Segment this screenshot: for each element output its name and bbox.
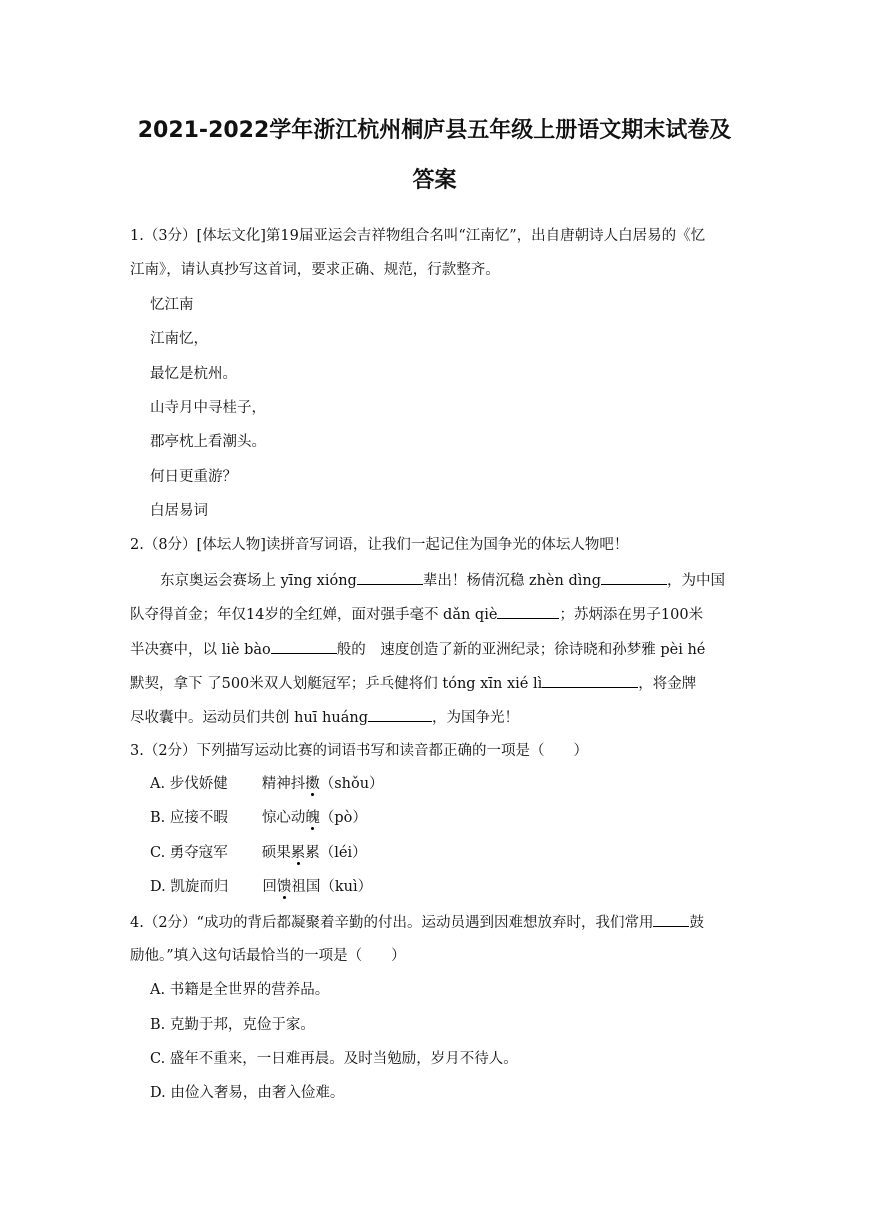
q1-poem-author: 白居易词	[150, 503, 208, 519]
q2-paragraph-line: 尽收囊中。运动员们共创 huī huáng ，为国争光！	[130, 707, 519, 728]
q4-option[interactable]: B. 克勤于邦，克俭于家。	[150, 1017, 315, 1033]
q2-paragraph-line: 默契，拿下 了500米双人划艇冠军；乒乓健将们 tóng xīn xié lì ，将金牌	[130, 673, 696, 694]
q3-option[interactable]: C. 勇夺寇军 硕果累累（léi）	[150, 845, 367, 861]
document-title	[100, 106, 769, 206]
q2-paragraph-line: 队夺得首金；年仅14岁的全红婵，面对强手毫不 dǎn qiè ；苏炳添在男子100米	[130, 604, 703, 625]
answer-blank[interactable]	[653, 912, 689, 927]
q1-poem-line: 最忆是杭州。	[150, 366, 237, 382]
q1-poem-line: 忆江南	[150, 297, 194, 313]
q2-stem: 2.（8分）[体坛人物]读拼音写词语，让我们一起记住为国争光的体坛人物吧！	[130, 537, 629, 553]
q3-option[interactable]: B. 应接不暇 惊心动魄（pò）	[150, 810, 367, 826]
q1-poem-line: 郡亭枕上看潮头。	[150, 434, 266, 450]
q4-stem-line-1: 4.（2分）“成功的背后都凝聚着辛勤的付出。运动员遇到因难想放弃时，我们常用 鼓	[130, 912, 704, 933]
q4-option[interactable]: A. 书籍是全世界的营养品。	[150, 982, 330, 998]
answer-blank[interactable]	[357, 570, 423, 585]
title-line-1: 2021-2022学年浙江杭州桐庐县五年级上册语文期末试卷及	[137, 118, 732, 143]
answer-blank[interactable]	[368, 707, 432, 722]
q3-option[interactable]: A. 步伐娇健 精神抖擞（shǒu）	[150, 776, 384, 792]
q1-stem-line-1: 1.（3分）[体坛文化]第19届亚运会吉祥物组合名叫“江南忆”，出自唐朝诗人白居易的《忆	[130, 228, 706, 244]
q4-option[interactable]: D. 由俭入奢易，由奢入俭难。	[150, 1085, 345, 1101]
q3-option[interactable]: D. 凯旋而归 回馈祖国（kuì）	[150, 879, 373, 895]
answer-blank[interactable]	[497, 604, 559, 619]
answer-blank[interactable]	[271, 639, 337, 654]
q2-paragraph-line: 半决赛中，以 liè bào 般的 速度创造了新的亚洲纪录；徐诗晓和孙梦雅 pèi hé	[130, 639, 705, 660]
q2-paragraph-line: 东京奥运会赛场上 yīng xióng 辈出！杨倩沉稳 zhèn dìng ，为中国	[160, 570, 725, 591]
q1-poem-line: 江南忆，	[150, 331, 208, 347]
q1-poem-line: 山寺月中寻桂子，	[150, 400, 266, 416]
q1-stem-line-2: 江南》，请认真抄写这首词，要求正确、规范，行款整齐。	[130, 262, 500, 278]
title-line-2: 答案	[412, 168, 457, 193]
q3-stem: 3.（2分）下列描写运动比赛的词语书写和读音都正确的一项是（ ）	[130, 743, 589, 759]
q1-poem-line: 何日更重游？	[150, 469, 237, 485]
answer-blank[interactable]	[601, 570, 667, 585]
q4-option[interactable]: C. 盛年不重来，一日难再晨。及时当勉励，岁月不待人。	[150, 1051, 518, 1067]
answer-blank[interactable]	[542, 673, 638, 688]
q4-stem-line-2: 励他。”填入这句话最恰当的一项是（ ）	[130, 948, 406, 964]
